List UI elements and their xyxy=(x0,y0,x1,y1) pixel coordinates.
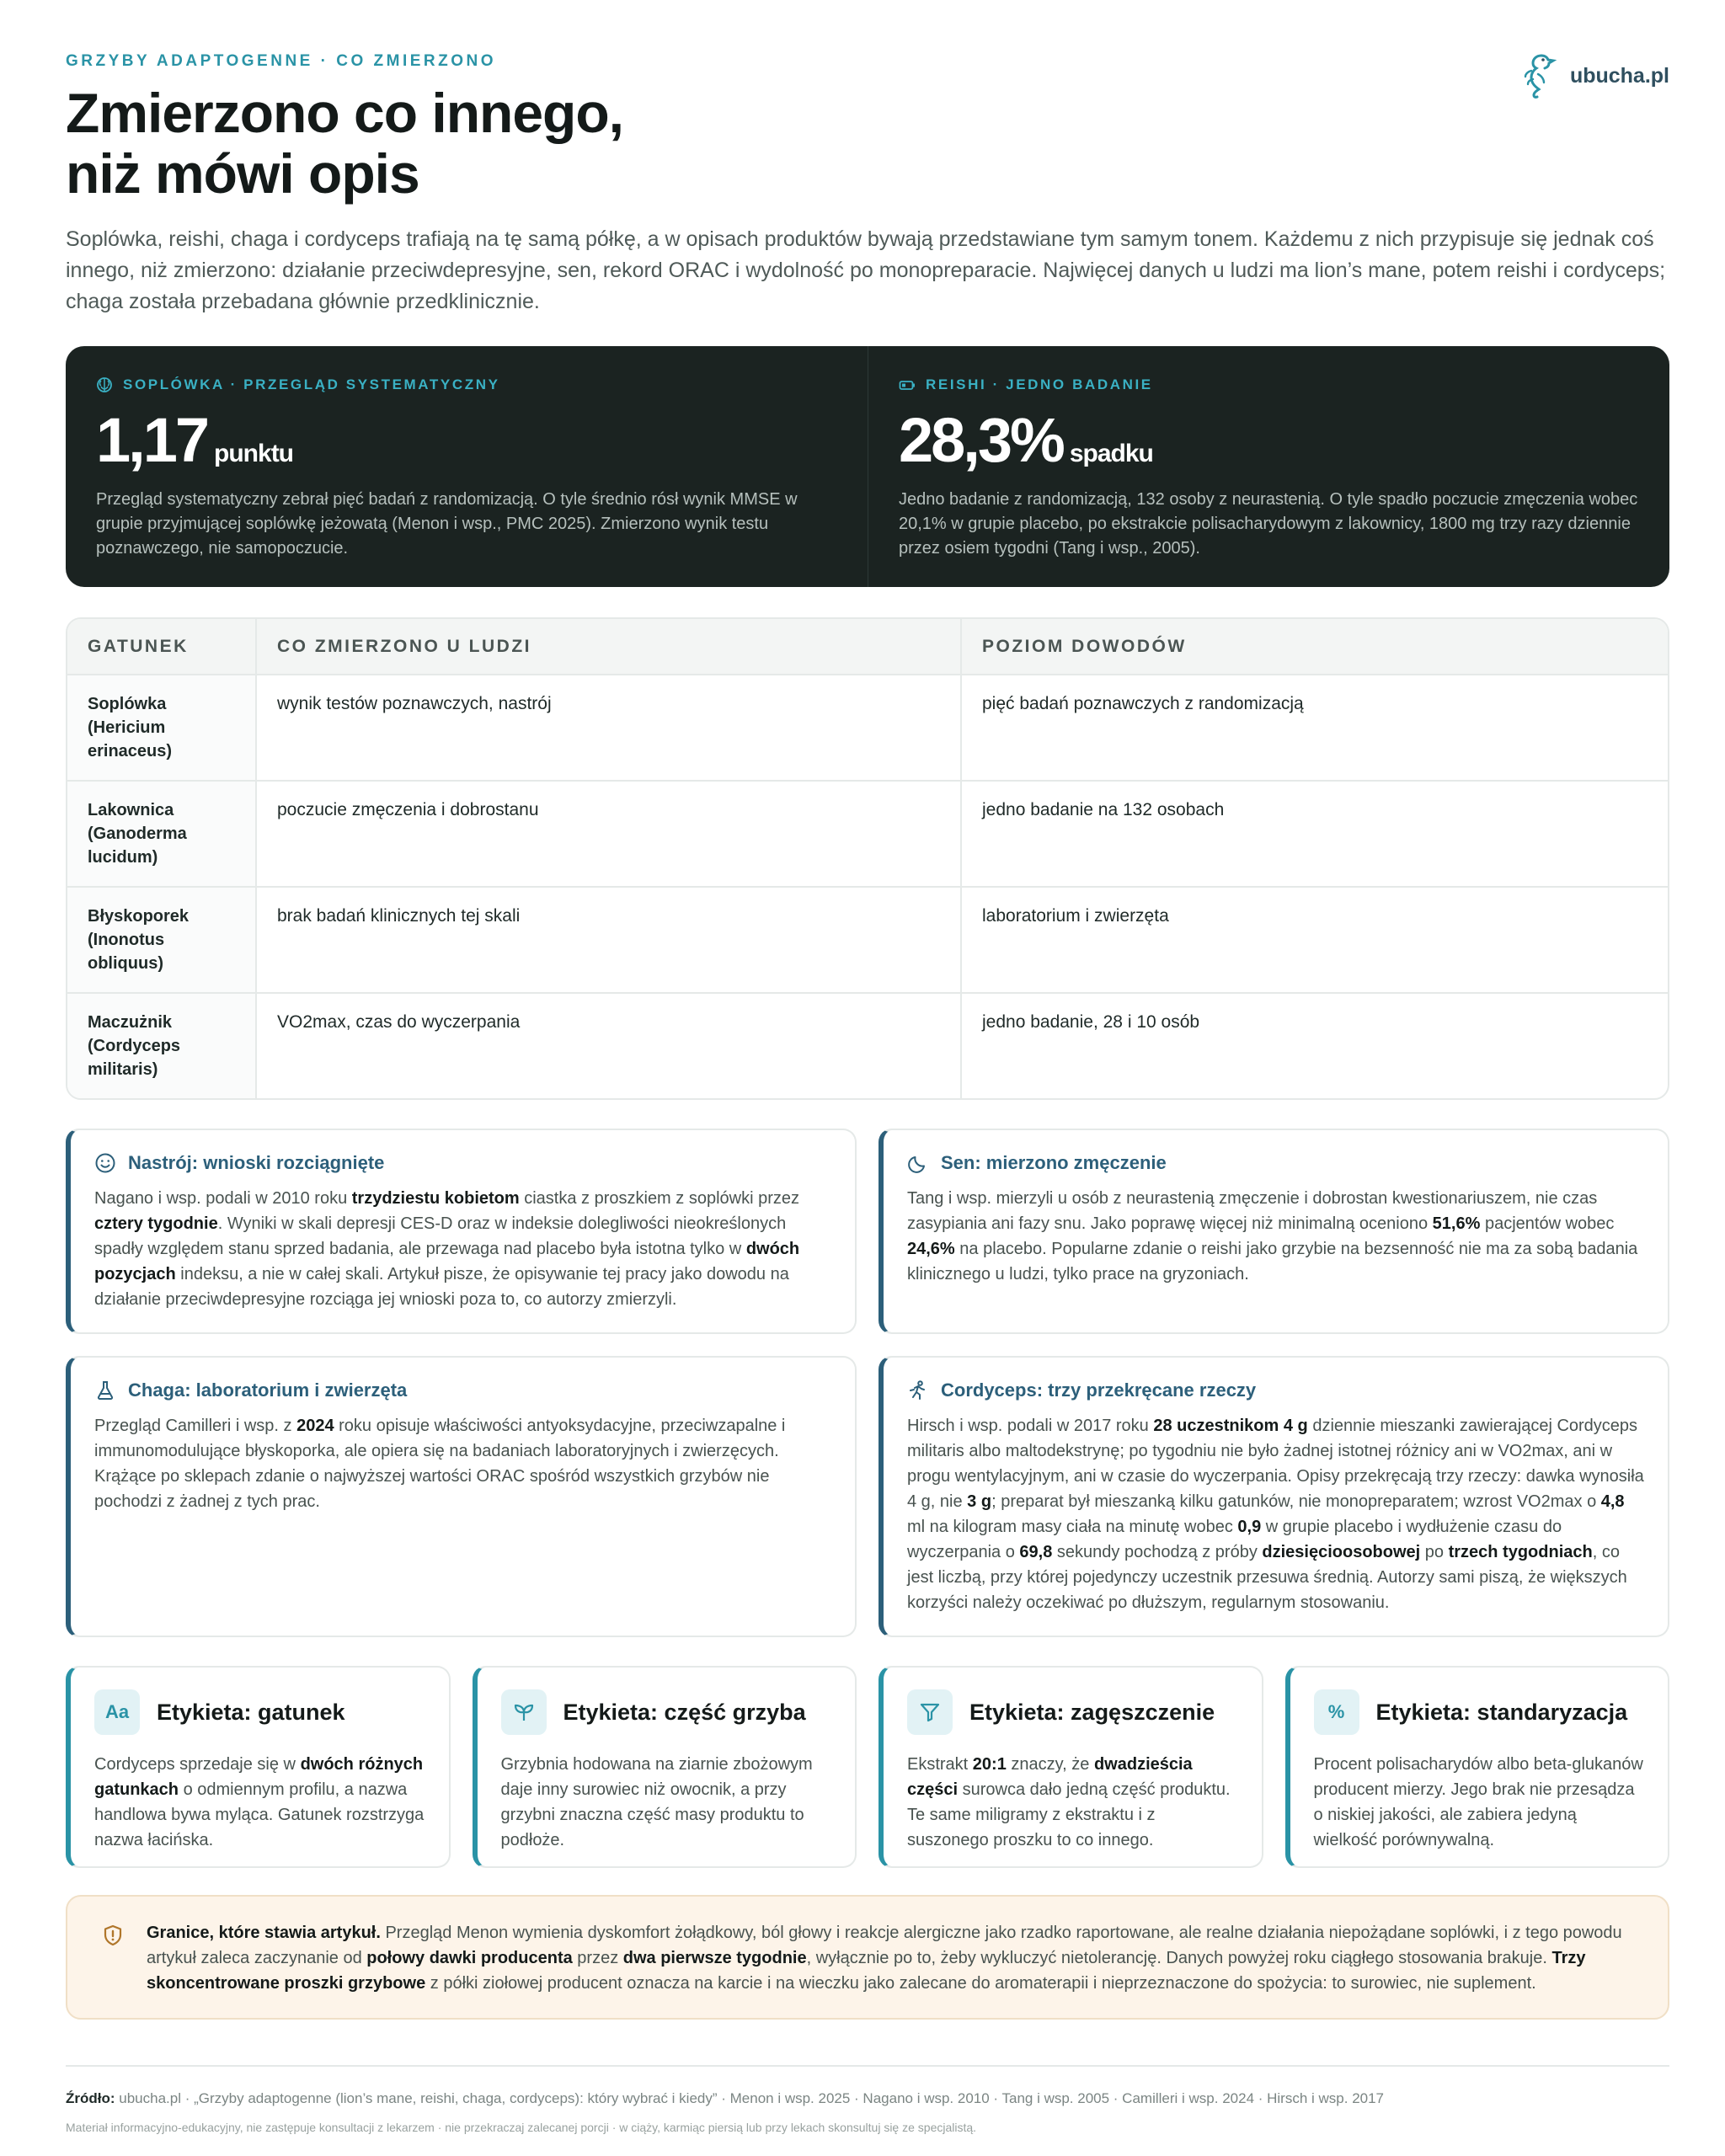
runner-icon xyxy=(907,1380,929,1401)
body-text: indeksu, a nie w całej skali. Artykuł pisze, że opisywanie tej pracy jako dowodu na działanie przeciwdepresyjne rozciąga jej wnioski poza to, co autorzy zmierzyli. xyxy=(94,1265,789,1309)
body-text: Hirsch i wsp. podali w 2017 roku xyxy=(907,1417,1154,1435)
body-text: pacjentów wobec xyxy=(1480,1214,1615,1233)
table-row xyxy=(67,781,1668,887)
brain-icon xyxy=(96,376,113,393)
cell-species: Błyskoporek (Inonotus obliquus) xyxy=(67,887,256,993)
stat-description: Jedno badanie z randomizacją, 132 osoby z neurastenią. O tyle spadło poczucie zmęczenia wobec 20,1% w grupie placebo, po ekstrakcie polisacharydowym z lakownicy, 1800 mg trzy razy dziennie przez osiem tygodni (Tang i wsp., 2005). xyxy=(899,490,1638,558)
label-card-header xyxy=(907,1689,1238,1735)
cell-measured: poczucie zmęczenia i dobrostanu xyxy=(256,781,961,887)
logo-text: ubucha.pl xyxy=(1569,63,1669,88)
stat-label xyxy=(899,376,1640,393)
eyebrow: GRZYBY ADAPTOGENNE · CO ZMIERZONO xyxy=(66,52,497,70)
emphasis-text: cztery tygodnie xyxy=(94,1214,218,1233)
card-cordyceps xyxy=(879,1356,1669,1637)
stat-description: Przegląd systematyczny zebrał pięć badań z randomizacją. O tyle średnio rósł wynik MMSE w grupie przyjmującej soplówkę jeżowatą (Menon i wsp., PMC 2025). Zmierzono wynik testu poznawczego, nie samopoczucie. xyxy=(96,490,798,558)
body-text: Cordyceps sprzedaje się w xyxy=(94,1755,301,1774)
cell-evidence: jedno badanie na 132 osobach xyxy=(961,781,1668,887)
body-text: z półki ziołowej producent oznacza na karcie i na wieczku jako zalecane do aromaterapii i nieprzeznaczone do spożycia: to surowiec, nie suplement. xyxy=(425,1974,1536,1993)
emphasis-text: dwóch różnych gatunkach xyxy=(94,1755,424,1799)
column-header-species: GATUNEK xyxy=(67,619,256,675)
emphasis-text: 4,8 xyxy=(1600,1492,1625,1511)
card-title: Cordyceps: trzy przekręcane rzeczy xyxy=(941,1380,1257,1401)
card-title: Nastrój: wnioski rozciągnięte xyxy=(128,1152,385,1173)
emphasis-text: Trzy skoncentrowane proszki grzybowe xyxy=(147,1949,1586,1993)
label-card-title: Etykieta: gatunek xyxy=(157,1699,345,1725)
emphasis-text: 2024 xyxy=(296,1417,334,1435)
label-card-title: Etykieta: część grzyba xyxy=(563,1699,806,1725)
cell-measured: wynik testów poznawczych, nastrój xyxy=(256,675,961,781)
body-text: przez xyxy=(572,1949,623,1967)
title-line-2: niż mówi opis xyxy=(66,142,419,205)
infographic-page xyxy=(66,52,1669,2134)
stat-value xyxy=(899,403,1640,478)
stat-reishi xyxy=(868,346,1670,587)
stat-number: 28,3% xyxy=(899,405,1063,475)
cell-measured: brak badań klinicznych tej skali xyxy=(256,887,961,993)
body-text: , co jest liczbą, przy której pojedynczy uczestnik przesuwa średnią. Autorzy sami piszą, że większych korzyści należy oczekiwać po dłuższym, regularnym stosowaniu. xyxy=(907,1543,1627,1612)
table-row xyxy=(67,887,1668,993)
card-header xyxy=(907,1380,1644,1401)
stats-panel xyxy=(66,346,1669,587)
text-aa-icon: Aa xyxy=(94,1689,140,1735)
body-text: Przegląd Menon wymienia dyskomfort żołądkowy, ból głowy i reakcje alergiczne jako rzadko raportowane, ale realne działania niepożądane soplówki, i z tego powodu artykuł zaleca zaczynanie od xyxy=(147,1924,1622,1967)
label-cards xyxy=(66,1666,1669,1868)
column-header-evidence: POZIOM DOWODÓW xyxy=(961,619,1668,675)
label-card-standardization xyxy=(1285,1666,1670,1868)
table-row xyxy=(67,993,1668,1098)
stat-label-text: REISHI · JEDNO BADANIE xyxy=(926,376,1153,392)
body-text: w grupie placebo i wydłużenie czasu do wyczerpania o xyxy=(907,1518,1562,1561)
label-card-header xyxy=(1314,1689,1645,1735)
table-header-row xyxy=(67,619,1668,675)
logo[interactable] xyxy=(1523,52,1669,99)
evidence-table xyxy=(66,617,1669,1100)
body-text: Ekstrakt xyxy=(907,1755,973,1774)
card-body xyxy=(907,1413,1644,1615)
label-card-header xyxy=(94,1689,425,1735)
table-row xyxy=(67,675,1668,781)
label-card-body xyxy=(501,1752,832,1853)
card-body xyxy=(907,1186,1644,1287)
label-card-body xyxy=(1314,1752,1645,1853)
cell-species: Maczużnik (Cordyceps militaris) xyxy=(67,993,256,1098)
card-body xyxy=(94,1413,831,1514)
emphasis-text: 24,6% xyxy=(907,1240,955,1258)
card-mood xyxy=(66,1129,857,1334)
disclaimer: Materiał informacyjno‑edukacyjny, nie zastępuje konsultacji z lekarzem · nie przekraczaj zalecanej porcji · w ciąży, karmiąc piersią lub przy lekach skonsultuj się ze specjalistą. xyxy=(66,2121,977,2134)
label-card-title: Etykieta: standaryzacja xyxy=(1375,1699,1628,1725)
emphasis-text: 3 g xyxy=(967,1492,992,1511)
body-text: dziennie mieszanki zawierającej Cordyceps militaris albo maltodekstrynę; po tygodniu nie było żadnej istotnej różnicy ani w VO2max, ani w progu wentylacyjnym, ani w czasie do wyczerpania. Opisy przekręcają trzy rzeczy: dawka wynosiła 4 g, nie xyxy=(907,1417,1644,1511)
body-text: sekundy pochodzą z próby xyxy=(1052,1543,1263,1561)
body-text: po xyxy=(1420,1543,1449,1561)
stat-label xyxy=(96,376,837,393)
card-sleep xyxy=(879,1129,1669,1334)
findings-grid-2 xyxy=(66,1356,1669,1637)
warning-text xyxy=(147,1920,1634,1996)
body-text: surowca dało jedną część produktu. Te same miligramy z ekstraktu i z suszonego proszku to co innego. xyxy=(907,1780,1231,1849)
cell-measured: VO2max, czas do wyczerpania xyxy=(256,993,961,1098)
body-text: . Wyniki w skali depresji CES‑D oraz w indeksie dolegliwości nieokreślonych spadły względem stanu sprzed badania, ale przewaga nad placebo była istotna tylko w xyxy=(94,1214,787,1258)
stat-unit: punktu xyxy=(214,440,294,467)
stat-value xyxy=(96,403,837,478)
percent-icon: % xyxy=(1314,1689,1359,1735)
label-card-species xyxy=(66,1666,451,1868)
sprout-icon xyxy=(501,1689,547,1735)
cell-species: Soplówka (Hericium erinaceus) xyxy=(67,675,256,781)
title-line-1: Zmierzono co innego, xyxy=(66,82,624,144)
source-line xyxy=(66,2090,1669,2107)
filter-funnel-icon xyxy=(907,1689,953,1735)
body-text: znaczy, że xyxy=(1006,1755,1094,1774)
findings-grid xyxy=(66,1129,1669,1334)
footer-divider xyxy=(66,2065,1669,2067)
emphasis-text: 28 uczestnikom 4 g xyxy=(1153,1417,1308,1435)
card-header xyxy=(94,1380,831,1401)
emphasis-text: dwóch pozycjach xyxy=(94,1240,800,1283)
cell-evidence: jedno badanie, 28 i 10 osób xyxy=(961,993,1668,1098)
label-card-concentration xyxy=(879,1666,1263,1868)
body-text: na placebo. Popularne zdanie o reishi jako grzybie na bezsenność nie ma za sobą badania klinicznego u ludzi, tylko prace na gryzoniach. xyxy=(907,1240,1638,1283)
cell-evidence: laboratorium i zwierzęta xyxy=(961,887,1668,993)
body-text: ; preparat był mieszanką kilku gatunków, nie monopreparatem; wzrost VO2max o xyxy=(991,1492,1601,1511)
label-card-body xyxy=(94,1752,425,1853)
emphasis-text: 0,9 xyxy=(1237,1518,1262,1536)
flask-icon xyxy=(94,1380,116,1401)
shield-alert-icon xyxy=(101,1924,125,1947)
card-title: Sen: mierzono zmęczenie xyxy=(941,1152,1167,1173)
label-card-header xyxy=(501,1689,832,1735)
emphasis-text: trzydziestu kobietom xyxy=(351,1189,520,1208)
emphasis-text: trzech tygodniach xyxy=(1448,1543,1593,1561)
emphasis-text: dwa pierwsze tygodnie xyxy=(622,1949,807,1967)
source-text: ubucha.pl · „Grzyby adaptogenne (lion’s mane, reishi, chaga, cordyceps): który wybrać i kiedy” · Menon i wsp. 2025 · Nagano i wsp. 2010 · Tang i wsp. 2005 · Camilleri i wsp. 2024 · Hirsch i wsp. 2017 xyxy=(115,2090,1385,2106)
card-title: Chaga: laboratorium i zwierzęta xyxy=(128,1380,408,1401)
stat-lions-mane xyxy=(66,346,868,587)
header xyxy=(66,52,1669,209)
body-text: ml na kilogram masy ciała na minutę wobec xyxy=(907,1518,1238,1536)
body-text: o odmiennym profilu, a nazwa handlowa bywa myląca. Gatunek rozstrzyga nazwa łacińska. xyxy=(94,1780,425,1849)
warning-box xyxy=(66,1895,1669,2020)
page-title xyxy=(66,83,908,204)
card-body xyxy=(94,1186,831,1312)
body-text: Tang i wsp. mierzyli u osób z neurastenią zmęczenie i dobrostan kwestionariuszem, nie czas zasypiania ani fazy snu. Jako poprawę więcej niż minimalną oceniono xyxy=(907,1189,1598,1233)
stat-number: 1,17 xyxy=(96,405,208,475)
card-header xyxy=(907,1152,1644,1174)
moon-icon xyxy=(907,1152,929,1174)
source-label: Źródło: xyxy=(66,2090,115,2106)
label-card-part xyxy=(473,1666,857,1868)
column-header-measured: CO ZMIERZONO U LUDZI xyxy=(256,619,961,675)
seahorse-logo-icon xyxy=(1523,52,1557,99)
emphasis-text: dwadzieścia części xyxy=(907,1755,1193,1799)
emphasis-text: połowy dawki producenta xyxy=(366,1949,573,1967)
card-header xyxy=(94,1152,831,1174)
cell-evidence: pięć badań poznawczych z randomizacją xyxy=(961,675,1668,781)
emphasis-text: 69,8 xyxy=(1019,1543,1053,1561)
stat-label-text: SOPLÓWKA · PRZEGLĄD SYSTEMATYCZNY xyxy=(123,376,500,392)
emphasis-text: dziesięcioosobowej xyxy=(1262,1543,1421,1561)
battery-icon xyxy=(899,376,916,393)
cell-species: Lakownica (Ganoderma lucidum) xyxy=(67,781,256,887)
emphasis-text: 51,6% xyxy=(1432,1214,1481,1233)
card-chaga xyxy=(66,1356,857,1637)
body-text: Nagano i wsp. podali w 2010 roku xyxy=(94,1189,352,1208)
label-card-title: Etykieta: zagęszczenie xyxy=(969,1699,1215,1725)
body-text: Przegląd Camilleri i wsp. z xyxy=(94,1417,297,1435)
stat-unit: spadku xyxy=(1069,440,1153,467)
body-text: Procent polisacharydów albo beta‑glukanów producent mierzy. Jego brak nie przesądza o niskiej jakości, ale zabiera jedyną wielkość porównywalną. xyxy=(1313,1755,1643,1849)
label-card-body xyxy=(907,1752,1238,1853)
body-text: , wyłącznie po to, żeby wykluczyć nietolerancję. Danych powyżej roku ciągłego stosowania brakuje. xyxy=(806,1949,1552,1967)
emphasis-text: 20:1 xyxy=(972,1755,1007,1774)
lead-paragraph: Soplówka, reishi, chaga i cordyceps trafiają na tę samą półkę, a w opisach produktów bywają przedstawiane tym samym tonem. Każdemu z nich przypisuje się jednak coś innego, niż zmierzono: działanie przeciwdepresyjne, sen, rekord ORAC i wydolność po monopreparacie. Najwięcej danych u ludzi ma lion’s mane, potem reishi i cordyceps; chaga została przebadana głównie przedklinicznie. xyxy=(66,227,1666,313)
body-text: Grzybnia hodowana na ziarnie zbożowym daje inny surowiec niż owocnik, a przy grzybni znaczna część masy produktu to podłoże. xyxy=(500,1755,813,1849)
smile-icon xyxy=(94,1152,116,1174)
emphasis-text: Granice, które stawia artykuł. xyxy=(147,1924,381,1942)
body-text: ciastka z proszkiem z soplówki przez xyxy=(519,1189,799,1208)
body-text: roku opisuje właściwości antyoksydacyjne, przeciwzapalne i immunomodulujące błyskoporka, ale opiera się na badaniach laboratoryjnych i zwierzęcych. Krążące po sklepach zdanie o najwyższej wartości ORAC spośród wszystkich grzybów nie pochodzi z żadnej z tych prac. xyxy=(94,1417,786,1511)
